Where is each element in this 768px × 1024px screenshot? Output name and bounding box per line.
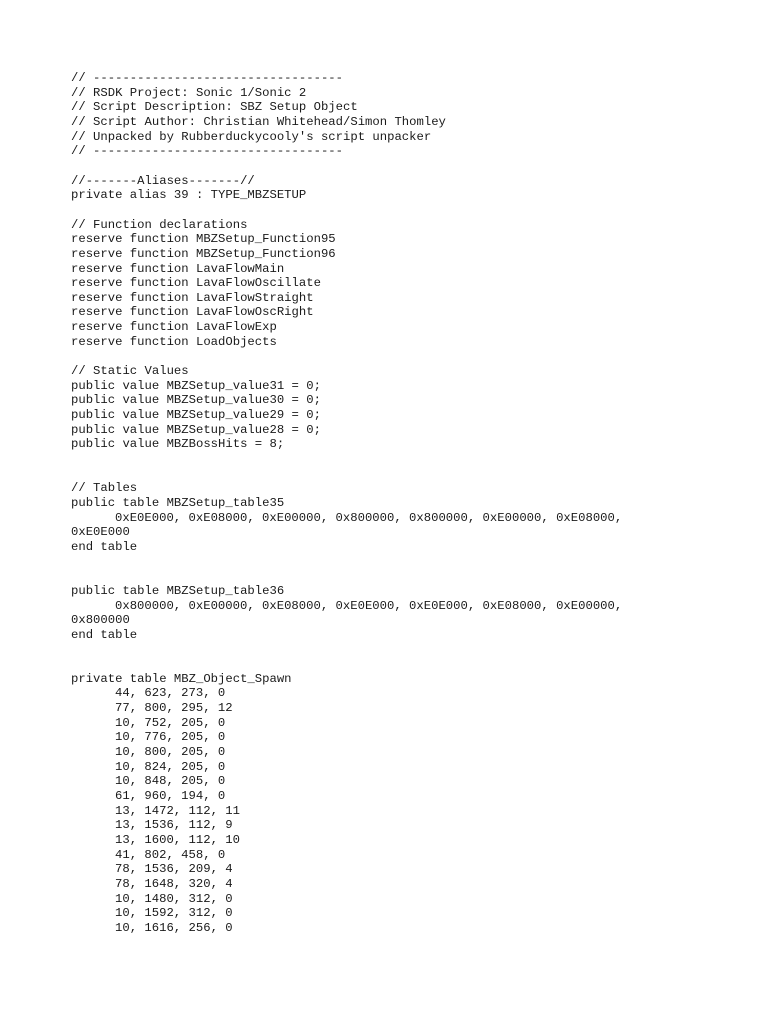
code-line: //-------Aliases-------//: [71, 173, 255, 188]
code-line: public value MBZBossHits = 8;: [71, 437, 285, 452]
code-line: 10, 1592, 312, 0: [115, 906, 233, 921]
code-line: // Unpacked by Rubberduckycooly's script unpacker: [71, 129, 432, 144]
code-line: reserve function LoadObjects: [71, 334, 277, 349]
code-line: 61, 960, 194, 0: [115, 789, 226, 804]
code-line: 13, 1536, 112, 9: [115, 818, 233, 833]
code-line: 10, 800, 205, 0: [115, 745, 226, 760]
code-line: public value MBZSetup_value28 = 0;: [71, 422, 321, 437]
code-line: 77, 800, 295, 12: [115, 701, 233, 716]
code-line: 44, 623, 273, 0: [115, 686, 226, 701]
code-line: // ----------------------------------: [71, 144, 343, 159]
code-line: end table: [71, 539, 138, 554]
code-line: 13, 1600, 112, 10: [115, 832, 240, 847]
code-line: 10, 752, 205, 0: [115, 715, 226, 730]
blank-line: [71, 555, 751, 570]
code-line: reserve function LavaFlowOscillate: [71, 276, 321, 291]
code-line: 10, 776, 205, 0: [115, 730, 226, 745]
blank-line: [71, 349, 751, 364]
blank-line: [71, 203, 751, 218]
code-line: reserve function LavaFlowExp: [71, 320, 277, 335]
code-line: 0xE0E000: [71, 525, 130, 540]
code-line: 10, 824, 205, 0: [115, 759, 226, 774]
code-line: private table MBZ_Object_Spawn: [71, 671, 292, 686]
code-line: 10, 848, 205, 0: [115, 774, 226, 789]
code-line: // RSDK Project: Sonic 1/Sonic 2: [71, 85, 307, 100]
blank-line: [71, 452, 751, 467]
code-line: reserve function MBZSetup_Function96: [71, 246, 336, 261]
code-line: public value MBZSetup_value29 = 0;: [71, 408, 321, 423]
code-line: 10, 1616, 256, 0: [115, 920, 233, 935]
code-line: 78, 1648, 320, 4: [115, 876, 233, 891]
code-line: end table: [71, 627, 138, 642]
code-line: // Script Author: Christian Whitehead/Simon Thomley: [71, 114, 446, 129]
blank-line: [71, 657, 751, 672]
code-line: 0x800000: [71, 613, 130, 628]
code-document: [71, 71, 751, 936]
blank-line: [71, 159, 751, 174]
code-line: 78, 1536, 209, 4: [115, 862, 233, 877]
code-line: // Tables: [71, 481, 138, 496]
code-line: // Static Values: [71, 364, 189, 379]
code-line: // Function declarations: [71, 217, 248, 232]
code-line: 13, 1472, 112, 11: [115, 803, 240, 818]
code-line: public table MBZSetup_table36: [71, 583, 285, 598]
code-line: public table MBZSetup_table35: [71, 495, 285, 510]
blank-line: [71, 642, 751, 657]
code-line: // ----------------------------------: [71, 71, 343, 85]
code-line: reserve function LavaFlowMain: [71, 261, 285, 276]
code-line: 0x800000, 0xE00000, 0xE08000, 0xE0E000, 0xE0E000, 0xE08000, 0xE00000,: [115, 598, 623, 613]
blank-line: [71, 467, 751, 482]
code-line: 41, 802, 458, 0: [115, 847, 226, 862]
code-line: public value MBZSetup_value30 = 0;: [71, 393, 321, 408]
blank-line: [71, 569, 751, 584]
code-line: reserve function LavaFlowStraight: [71, 290, 314, 305]
code-line: 10, 1480, 312, 0: [115, 891, 233, 906]
code-line: reserve function MBZSetup_Function95: [71, 232, 336, 247]
code-line: public value MBZSetup_value31 = 0;: [71, 378, 321, 393]
code-line: private alias 39 : TYPE_MBZSETUP: [71, 188, 307, 203]
code-line: // Script Description: SBZ Setup Object: [71, 100, 358, 115]
code-line: reserve function LavaFlowOscRight: [71, 305, 314, 320]
code-line: 0xE0E000, 0xE08000, 0xE00000, 0x800000, 0x800000, 0xE00000, 0xE08000,: [115, 510, 623, 525]
